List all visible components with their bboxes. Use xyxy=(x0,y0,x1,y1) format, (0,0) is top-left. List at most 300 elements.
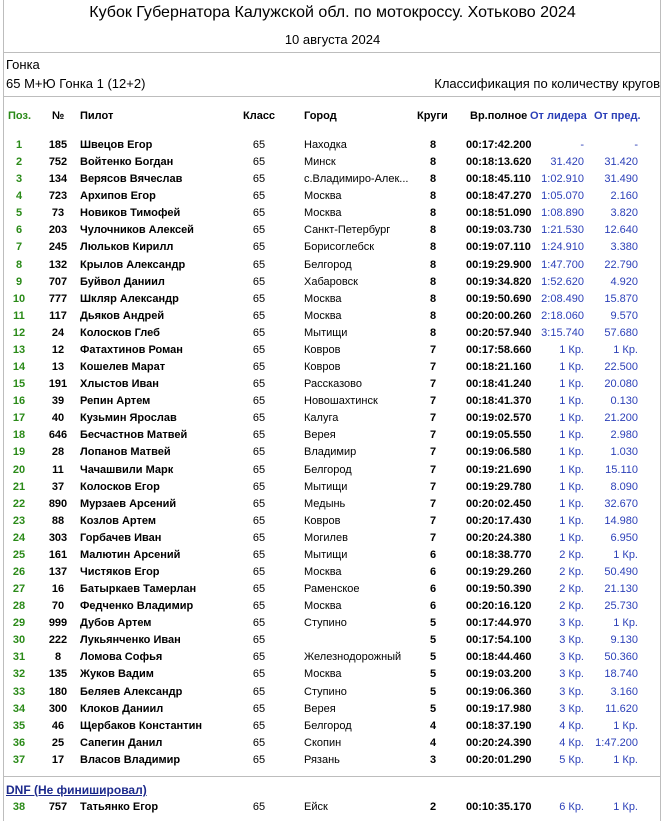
table-row xyxy=(0,190,665,207)
cell-total-time: 00:19:02.570 xyxy=(466,412,532,425)
cell-position: 11 xyxy=(13,309,25,322)
cell-laps: 7 xyxy=(429,497,437,510)
cell-total-time: 00:18:41.370 xyxy=(466,395,532,408)
class-label: 65 М+Ю Гонка 1 (12+2) xyxy=(6,76,146,91)
cell-gap-prev: 14.980 xyxy=(604,514,638,527)
cell-number: 180 xyxy=(48,685,68,698)
cell-total-time: 00:18:13.620 xyxy=(466,156,532,169)
cell-class: 65 xyxy=(252,156,266,169)
cell-total-time: 00:17:42.200 xyxy=(466,139,532,151)
cell-class: 65 xyxy=(252,361,266,374)
cell-position: 17 xyxy=(12,412,26,425)
cell-pilot: Власов Владимир xyxy=(80,753,181,766)
cell-total-time: 00:17:44.970 xyxy=(466,617,532,630)
cell-gap-leader: 1:05.070 xyxy=(541,190,584,203)
cell-gap-leader: 1 Кр. xyxy=(559,361,584,374)
cell-number: 70 xyxy=(51,600,65,613)
cell-pilot: Верясов Вячеслав xyxy=(80,173,183,186)
divider xyxy=(3,52,661,53)
cell-city: Новошахтинск xyxy=(304,395,378,408)
cell-position: 32 xyxy=(12,668,26,681)
table-row xyxy=(0,720,665,737)
table-row xyxy=(0,481,665,498)
cell-pilot: Бесчастнов Матвей xyxy=(80,429,188,442)
cell-gap-prev: 3.160 xyxy=(610,685,638,698)
cell-class: 65 xyxy=(252,668,266,681)
cell-pilot: Войтенко Богдан xyxy=(80,156,174,169)
cell-gap-leader: 1 Кр. xyxy=(559,343,584,356)
cell-gap-prev: 1 Кр. xyxy=(613,548,638,561)
col-gap-leader-header: От лидера xyxy=(530,110,587,122)
table-row xyxy=(0,617,665,634)
col-pilot-header: Пилот xyxy=(80,110,114,122)
table-row xyxy=(0,156,665,173)
cell-gap-leader: 4 Кр. xyxy=(559,719,584,732)
cell-gap-prev: 2.160 xyxy=(610,190,638,203)
cell-position: 6 xyxy=(15,224,23,237)
cell-gap-leader: 1 Кр. xyxy=(559,446,584,459)
cell-position: 28 xyxy=(12,600,26,613)
cell-number: 185 xyxy=(48,139,68,151)
cell-total-time: 00:20:24.390 xyxy=(466,736,532,749)
cell-city: Белгород xyxy=(304,463,352,476)
table-row xyxy=(0,737,665,754)
cell-gap-prev: - xyxy=(634,139,638,151)
cell-laps: 3 xyxy=(429,753,437,766)
cell-class: 65 xyxy=(252,395,266,408)
cell-class: 65 xyxy=(252,719,266,732)
cell-position: 22 xyxy=(12,497,26,510)
cell-total-time: 00:10:35.170 xyxy=(466,801,532,813)
cell-gap-prev: 32.670 xyxy=(604,497,638,510)
cell-class: 65 xyxy=(252,224,266,237)
table-row xyxy=(0,327,665,344)
table-row xyxy=(0,634,665,651)
cell-city: Раменское xyxy=(304,583,360,596)
cell-number: 25 xyxy=(51,736,65,749)
cell-total-time: 00:19:29.260 xyxy=(466,566,532,578)
cell-gap-leader: 1 Кр. xyxy=(559,429,584,442)
cell-class: 65 xyxy=(252,566,266,578)
cell-pilot: Мурзаев Арсений xyxy=(80,497,177,510)
cell-pilot: Чачашвили Марк xyxy=(80,463,174,476)
cell-gap-prev: 15.870 xyxy=(604,292,638,305)
cell-gap-leader: 1:47.700 xyxy=(541,258,584,271)
table-row xyxy=(0,310,665,327)
cell-class: 65 xyxy=(252,190,266,203)
cell-total-time: 00:20:17.430 xyxy=(466,514,532,527)
cell-total-time: 00:20:02.450 xyxy=(466,497,532,510)
cell-number: 245 xyxy=(48,241,68,254)
cell-laps: 5 xyxy=(429,685,437,698)
cell-class: 65 xyxy=(252,583,266,596)
cell-position: 20 xyxy=(12,463,26,476)
cell-position: 29 xyxy=(12,617,26,630)
cell-city: Москва xyxy=(304,309,342,322)
cell-number: 300 xyxy=(48,702,68,715)
cell-gap-leader: 1:08.890 xyxy=(541,207,584,220)
cell-class: 65 xyxy=(252,292,266,305)
cell-laps: 7 xyxy=(429,446,437,459)
cell-number: 707 xyxy=(48,275,68,288)
cell-pilot: Чистяков Егор xyxy=(80,566,160,578)
cell-laps: 8 xyxy=(429,275,437,288)
cell-city: Могилев xyxy=(304,531,348,544)
table-row xyxy=(0,395,665,412)
cell-position: 2 xyxy=(15,156,23,169)
cell-laps: 8 xyxy=(429,173,437,186)
cell-class: 65 xyxy=(252,480,266,493)
table-row xyxy=(0,293,665,310)
cell-pilot: Швецов Егор xyxy=(80,139,153,151)
cell-number: 203 xyxy=(48,224,68,237)
table-row xyxy=(0,703,665,720)
table-row xyxy=(0,139,665,156)
cell-gap-leader: 4 Кр. xyxy=(559,736,584,749)
cell-number: 752 xyxy=(48,156,68,169)
cell-position: 13 xyxy=(12,343,26,356)
cell-position: 9 xyxy=(15,275,23,288)
cell-total-time: 00:17:58.660 xyxy=(466,343,532,356)
cell-pilot: Малютин Арсений xyxy=(80,548,181,561)
col-num-header: № xyxy=(52,110,65,122)
cell-position: 12 xyxy=(12,326,26,339)
cell-number: 723 xyxy=(48,190,68,203)
cell-pilot: Репин Артем xyxy=(80,395,151,408)
cell-gap-leader: 1 Кр. xyxy=(559,480,584,493)
cell-position: 37 xyxy=(12,753,26,766)
cell-city: Минск xyxy=(304,156,336,169)
cell-pilot: Беляев Александр xyxy=(80,685,183,698)
cell-gap-leader: 6 Кр. xyxy=(559,801,584,813)
cell-number: 13 xyxy=(51,361,65,374)
cell-number: 161 xyxy=(48,548,68,561)
cell-pilot: Буйвол Даниил xyxy=(80,275,165,288)
event-date: 10 августа 2024 xyxy=(284,32,381,47)
cell-pilot: Жуков Вадим xyxy=(80,668,154,681)
cell-laps: 5 xyxy=(429,634,437,647)
cell-position: 5 xyxy=(15,207,23,220)
cell-city: Верея xyxy=(304,702,336,715)
cell-gap-prev: 57.680 xyxy=(604,326,638,339)
cell-pilot: Люльков Кирилл xyxy=(80,241,174,254)
cell-total-time: 00:18:38.770 xyxy=(466,548,532,561)
cell-city: Ступино xyxy=(304,685,347,698)
cell-number: 222 xyxy=(48,634,68,647)
cell-pilot: Клоков Даниил xyxy=(80,702,164,715)
cell-city: Скопин xyxy=(304,736,342,749)
cell-total-time: 00:20:16.120 xyxy=(466,600,532,613)
cell-city: Мытищи xyxy=(304,326,348,339)
cell-number: 999 xyxy=(48,617,68,630)
cell-gap-leader: 3:15.740 xyxy=(541,326,584,339)
cell-gap-prev: 50.490 xyxy=(604,566,638,578)
cell-laps: 7 xyxy=(429,429,437,442)
cell-gap-prev: 1 Кр. xyxy=(613,801,638,813)
cell-laps: 8 xyxy=(429,156,437,169)
cell-class: 65 xyxy=(252,531,266,544)
cell-number: 135 xyxy=(48,668,68,681)
cell-gap-prev: 11.620 xyxy=(605,702,638,715)
cell-laps: 5 xyxy=(429,651,437,664)
cell-number: 37 xyxy=(51,480,65,493)
cell-position: 16 xyxy=(12,395,26,408)
cell-position: 38 xyxy=(12,801,26,813)
cell-laps: 2 xyxy=(429,801,437,813)
cell-position: 33 xyxy=(12,685,26,698)
cell-city: Москва xyxy=(304,292,342,305)
cell-class: 65 xyxy=(252,412,266,425)
cell-number: 11 xyxy=(52,463,64,476)
table-row xyxy=(0,207,665,224)
cell-number: 757 xyxy=(48,801,68,813)
cell-total-time: 00:19:50.690 xyxy=(466,292,532,305)
cell-gap-leader: 1 Кр. xyxy=(559,497,584,510)
cell-class: 65 xyxy=(252,753,266,766)
table-row xyxy=(0,276,665,293)
cell-laps: 8 xyxy=(429,241,437,254)
cell-pilot: Чулочников Алексей xyxy=(80,224,194,237)
cell-pilot: Федченко Владимир xyxy=(80,600,194,613)
cell-gap-leader: 3 Кр. xyxy=(559,685,584,698)
cell-gap-leader: 3 Кр. xyxy=(559,617,584,630)
col-class-header: Класс xyxy=(243,110,276,122)
cell-pilot: Сапегин Данил xyxy=(80,736,163,749)
cell-position: 26 xyxy=(12,566,26,578)
cell-class: 65 xyxy=(252,139,266,151)
cell-pilot: Кузьмин Ярослав xyxy=(80,412,177,425)
cell-position: 3 xyxy=(15,173,23,186)
cell-gap-prev: 20.080 xyxy=(604,378,638,391)
cell-class: 65 xyxy=(252,309,266,322)
cell-number: 137 xyxy=(48,566,68,578)
cell-number: 39 xyxy=(51,395,65,408)
cell-laps: 8 xyxy=(429,139,437,151)
table-row xyxy=(0,429,665,446)
cell-laps: 5 xyxy=(429,668,437,681)
cell-position: 4 xyxy=(15,190,23,203)
table-row xyxy=(0,378,665,395)
cell-gap-prev: 15.110 xyxy=(605,463,638,476)
cell-pilot: Щербаков Константин xyxy=(80,719,202,732)
table-row xyxy=(0,668,665,685)
cell-class: 65 xyxy=(252,446,266,459)
cell-gap-prev: 50.360 xyxy=(604,651,638,664)
cell-position: 36 xyxy=(12,736,26,749)
cell-class: 65 xyxy=(252,258,266,271)
cell-gap-leader: 2:08.490 xyxy=(541,292,584,305)
cell-number: 24 xyxy=(51,326,65,339)
cell-pilot: Козлов Артем xyxy=(80,514,157,527)
cell-city: Ковров xyxy=(304,361,341,374)
cell-gap-leader: 1 Кр. xyxy=(559,395,584,408)
cell-number: 46 xyxy=(51,719,65,732)
cell-city: Железнодорожный xyxy=(304,651,402,664)
cell-class: 65 xyxy=(252,702,266,715)
cell-pilot: Татьянко Егор xyxy=(80,801,159,813)
cell-total-time: 00:18:45.110 xyxy=(466,173,531,186)
cell-pilot: Крылов Александр xyxy=(80,258,186,271)
cell-city: Медынь xyxy=(304,497,346,510)
divider xyxy=(3,96,661,97)
cell-city: Находка xyxy=(304,139,347,151)
table-row xyxy=(0,344,665,361)
cell-total-time: 00:19:29.900 xyxy=(466,258,532,271)
cell-total-time: 00:19:17.980 xyxy=(466,702,532,715)
cell-city: Верея xyxy=(304,429,336,442)
cell-total-time: 00:20:01.290 xyxy=(466,753,532,766)
cell-class: 65 xyxy=(252,651,266,664)
cell-pilot: Лопанов Матвей xyxy=(80,446,171,459)
cell-class: 65 xyxy=(252,634,266,647)
cell-position: 21 xyxy=(12,480,26,493)
col-pos-header: Поз. xyxy=(8,110,32,122)
cell-position: 30 xyxy=(12,634,26,647)
cell-gap-prev: 2.980 xyxy=(610,429,638,442)
cell-laps: 8 xyxy=(429,207,437,220)
cell-city: Москва xyxy=(304,668,342,681)
cell-gap-prev: 25.730 xyxy=(604,600,638,613)
table-row xyxy=(0,241,665,258)
cell-laps: 7 xyxy=(429,412,437,425)
cell-gap-prev: 18.740 xyxy=(604,668,638,681)
cell-class: 65 xyxy=(252,343,266,356)
cell-laps: 7 xyxy=(429,361,437,374)
cell-gap-leader: 3 Кр. xyxy=(559,668,584,681)
cell-gap-prev: 1:47.200 xyxy=(595,736,638,749)
cell-class: 65 xyxy=(252,497,266,510)
cell-number: 890 xyxy=(48,497,68,510)
cell-total-time: 00:19:07.110 xyxy=(466,241,531,254)
cell-city: с.Владимиро-Алек... xyxy=(304,173,409,186)
cell-city: Белгород xyxy=(304,719,352,732)
cell-position: 24 xyxy=(12,531,26,544)
cell-gap-leader: 2 Кр. xyxy=(559,566,584,578)
cell-number: 132 xyxy=(48,258,68,271)
cell-laps: 8 xyxy=(429,258,437,271)
cell-position: 25 xyxy=(12,548,26,561)
cell-class: 65 xyxy=(252,207,266,220)
table-row xyxy=(0,464,665,481)
cell-number: 40 xyxy=(51,412,65,425)
cell-total-time: 00:18:44.460 xyxy=(466,651,532,664)
cell-gap-prev: 8.090 xyxy=(610,480,638,493)
cell-pilot: Колосков Егор xyxy=(80,480,160,493)
cell-class: 65 xyxy=(252,600,266,613)
cell-position: 35 xyxy=(12,719,26,732)
cell-pilot: Шкляр Александр xyxy=(80,292,179,305)
cell-position: 27 xyxy=(12,583,26,596)
cell-gap-leader: 1 Кр. xyxy=(559,412,584,425)
col-gap-prev-header: От пред. xyxy=(594,110,641,122)
cell-total-time: 00:17:54.100 xyxy=(466,634,532,647)
cell-class: 65 xyxy=(252,326,266,339)
cell-pilot: Горбачев Иван xyxy=(80,531,162,544)
cell-total-time: 00:18:21.160 xyxy=(466,361,532,374)
cell-gap-leader: 2:18.060 xyxy=(541,309,584,322)
cell-pilot: Архипов Егор xyxy=(80,190,156,203)
cell-city: Москва xyxy=(304,566,342,578)
cell-position: 18 xyxy=(12,429,26,442)
table-row xyxy=(0,532,665,549)
col-laps-header: Круги xyxy=(417,110,448,122)
cell-city: Ковров xyxy=(304,514,341,527)
table-row xyxy=(0,515,665,532)
cell-gap-leader: 1:21.530 xyxy=(541,224,584,237)
cell-city: Хабаровск xyxy=(304,275,358,288)
table-row xyxy=(0,801,665,818)
table-row xyxy=(0,651,665,668)
cell-gap-prev: 4.920 xyxy=(610,275,638,288)
cell-gap-prev: 1 Кр. xyxy=(613,753,638,766)
cell-gap-prev: 21.200 xyxy=(604,412,638,425)
table-row xyxy=(0,686,665,703)
cell-class: 65 xyxy=(252,801,266,813)
cell-position: 10 xyxy=(12,292,26,305)
cell-laps: 7 xyxy=(429,395,437,408)
cell-laps: 6 xyxy=(429,566,437,578)
cell-position: 23 xyxy=(12,514,26,527)
col-city-header: Город xyxy=(304,110,337,122)
cell-gap-leader: 1 Кр. xyxy=(559,514,584,527)
table-row xyxy=(0,361,665,378)
cell-laps: 8 xyxy=(429,224,437,237)
cell-gap-leader: 2 Кр. xyxy=(559,600,584,613)
table-row xyxy=(0,600,665,617)
cell-number: 646 xyxy=(48,429,68,442)
cell-total-time: 00:19:03.730 xyxy=(466,224,532,237)
cell-total-time: 00:18:37.190 xyxy=(466,719,532,732)
race-label: Гонка xyxy=(6,57,40,72)
cell-pilot: Дубов Артем xyxy=(80,617,152,630)
table-row xyxy=(0,173,665,190)
cell-class: 65 xyxy=(252,514,266,527)
divider xyxy=(3,776,661,777)
cell-city: Белгород xyxy=(304,258,352,271)
cell-pilot: Дьяков Андрей xyxy=(80,309,165,322)
cell-gap-leader: 3 Кр. xyxy=(559,634,584,647)
cell-city: Санкт-Петербург xyxy=(304,224,391,237)
cell-gap-leader: 3 Кр. xyxy=(559,651,584,664)
cell-gap-prev: 31.420 xyxy=(604,156,638,169)
cell-number: 12 xyxy=(51,343,65,356)
cell-number: 303 xyxy=(48,531,68,544)
page-title: Кубок Губернатора Калужской обл. по мотокроссу. Хотьково 2024 xyxy=(89,4,576,21)
cell-total-time: 00:20:57.940 xyxy=(466,326,532,339)
cell-laps: 7 xyxy=(429,514,437,527)
cell-number: 8 xyxy=(54,651,62,664)
cell-total-time: 00:20:24.380 xyxy=(466,531,532,544)
cell-class: 65 xyxy=(252,173,266,186)
cell-class: 65 xyxy=(252,463,266,476)
cell-pilot: Батыркаев Тамерлан xyxy=(80,583,197,596)
cell-pilot: Кошелев Марат xyxy=(80,361,166,374)
cell-gap-leader: 1:52.620 xyxy=(541,275,584,288)
col-time-header: Вр.полное xyxy=(470,110,528,122)
cell-gap-prev: 9.130 xyxy=(610,634,638,647)
cell-laps: 6 xyxy=(429,548,437,561)
cell-laps: 8 xyxy=(429,292,437,305)
cell-gap-prev: 12.640 xyxy=(604,224,638,237)
cell-pilot: Ломова Софья xyxy=(80,651,163,664)
table-row xyxy=(0,498,665,515)
cell-laps: 7 xyxy=(429,531,437,544)
dnf-section-label: DNF (Не финишировал) xyxy=(6,783,147,797)
cell-gap-leader: 2 Кр. xyxy=(559,583,584,596)
table-row xyxy=(0,446,665,463)
cell-pilot: Колосков Глеб xyxy=(80,326,160,339)
table-row xyxy=(0,549,665,566)
